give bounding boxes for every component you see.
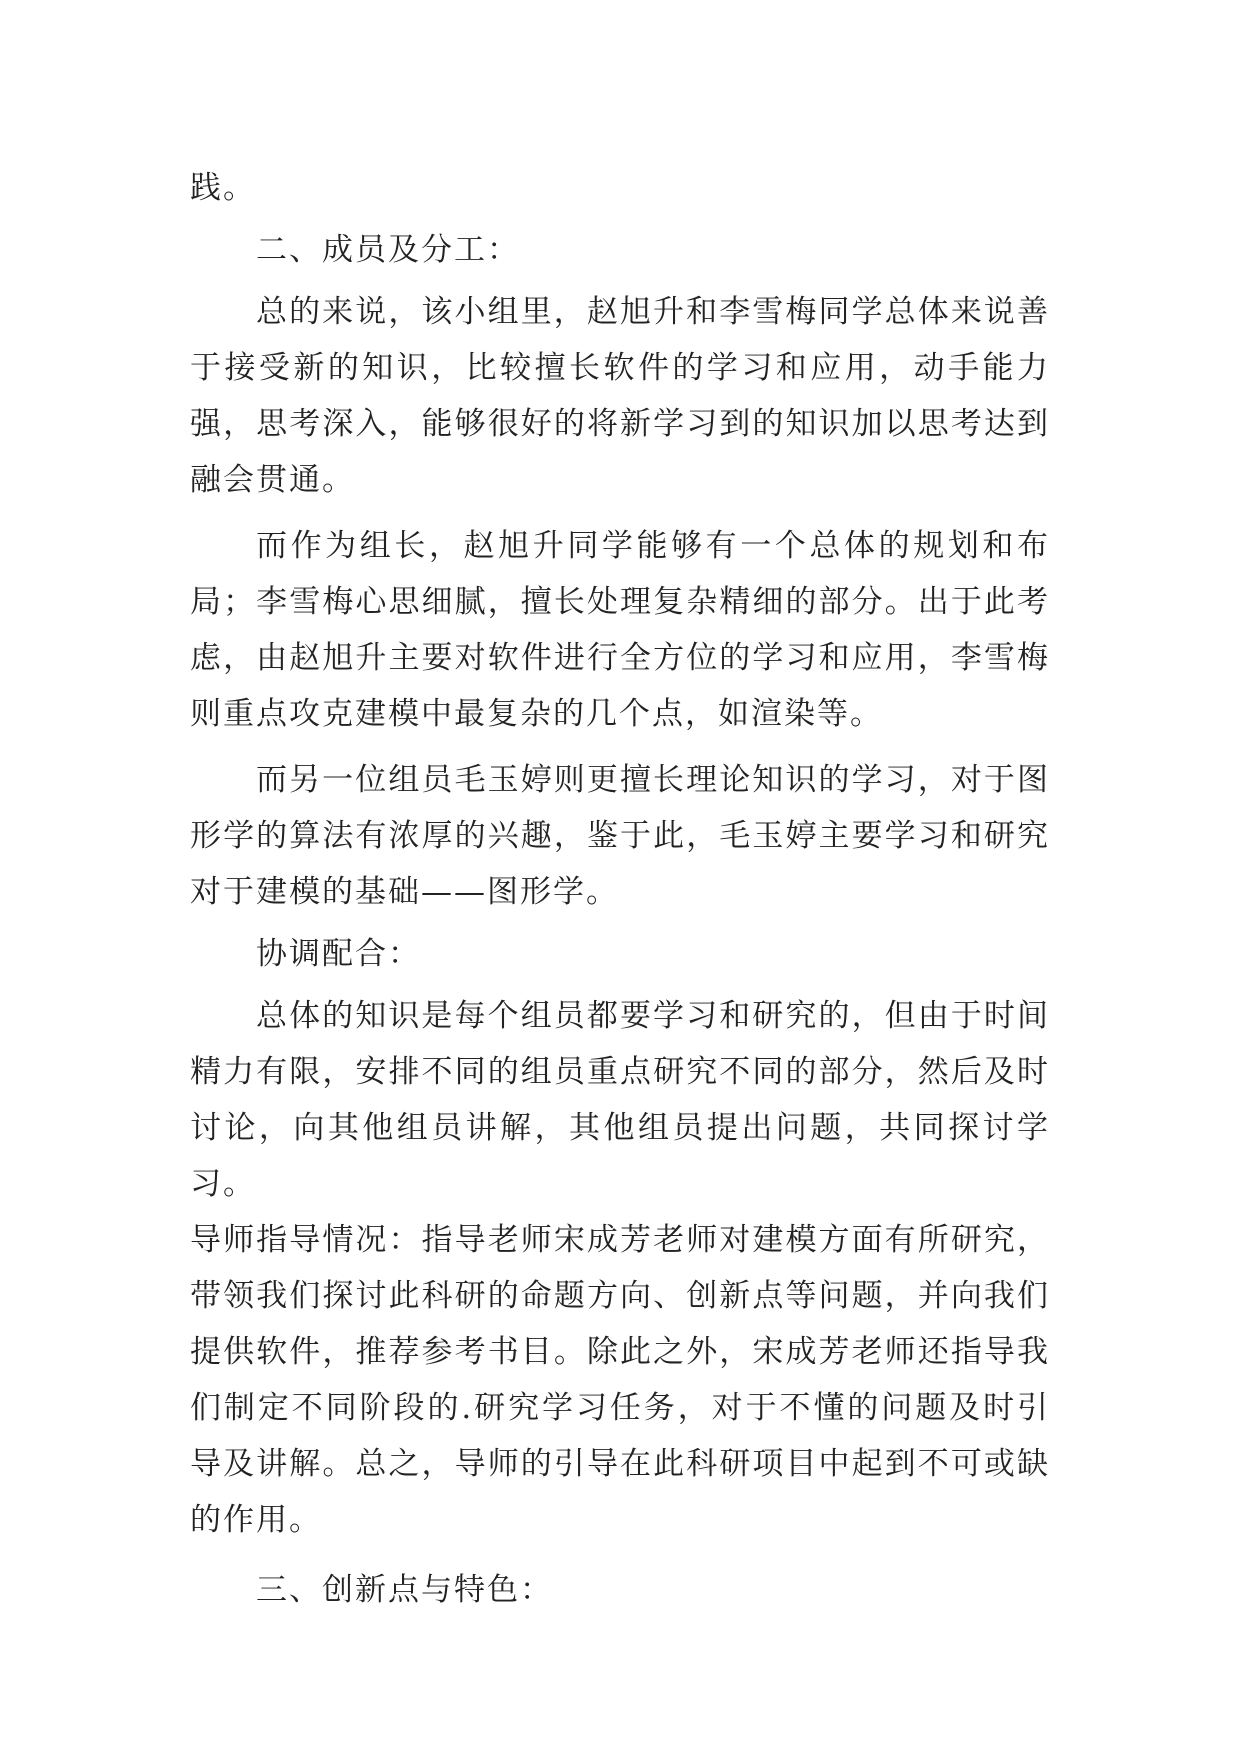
section-heading-members: 二、成员及分工： — [256, 232, 520, 268]
paragraph-third-member: 而另一位组员毛玉婷则更擅长理论知识的学习，对于图形学的算法有浓厚的兴趣，鉴于此，毛玉婷主要学习和研究对于建模的基础——图形学。 — [190, 762, 1050, 910]
paragraph-overview: 总的来说，该小组里，赵旭升和李雪梅同学总体来说善于接受新的知识，比较擅长软件的学习和应用，动手能力强，思考深入，能够很好的将新学习到的知识加以思考达到融会贯通。 — [190, 294, 1050, 498]
subheading-coordination: 协调配合： — [256, 936, 421, 972]
paragraph-continuation: 践。 — [190, 170, 256, 206]
paragraph-coordination: 总体的知识是每个组员都要学习和研究的，但由于时间精力有限，安排不同的组员重点研究不同的部分，然后及时讨论，向其他组员讲解，其他组员提出问题，共同探讨学习。 — [190, 998, 1050, 1202]
paragraph-leader: 而作为组长，赵旭升同学能够有一个总体的规划和布局；李雪梅心思细腻，擅长处理复杂精细的部分。出于此考虑，由赵旭升主要对软件进行全方位的学习和应用，李雪梅则重点攻克建模中最复杂的几个点，如渲染等。 — [190, 528, 1050, 732]
document-body — [190, 160, 1050, 1618]
section-heading-innovation: 三、创新点与特色： — [256, 1572, 553, 1608]
paragraph-advisor: 导师指导情况：指导老师宋成芳老师对建模方面有所研究，带领我们探讨此科研的命题方向、创新点等问题，并向我们提供软件，推荐参考书目。除此之外，宋成芳老师还指导我们制定不同阶段的.研究学习任务，对于不懂的问题及时引导及讲解。总之，导师的引导在此科研项目中起到不可或缺的作用。 — [190, 1222, 1050, 1538]
